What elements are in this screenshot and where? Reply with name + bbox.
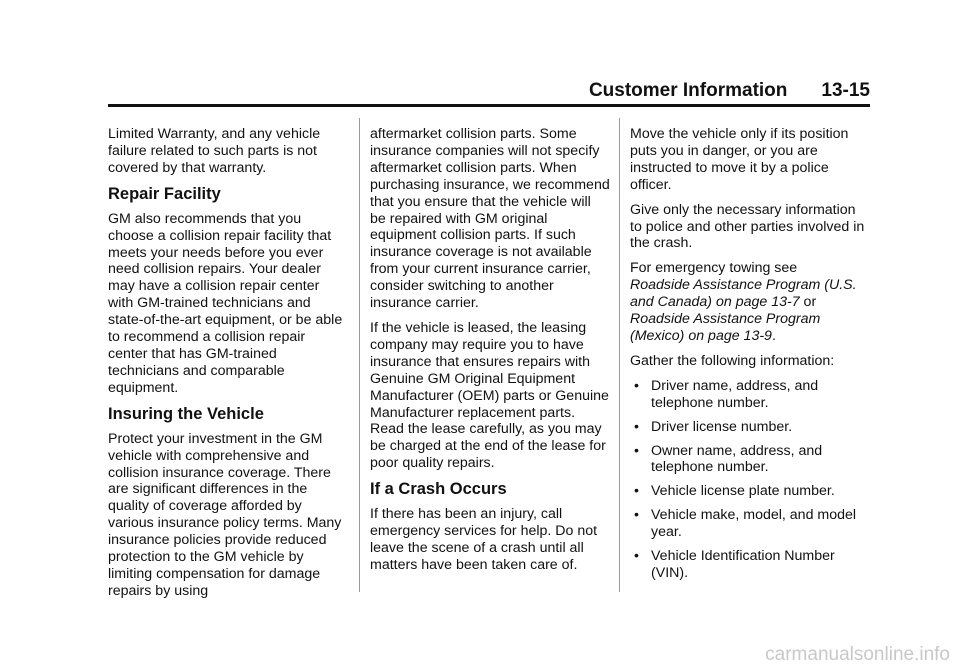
paragraph: aftermarket collision parts. Some insurance companies will not specify aftermarket collision parts. When purchasing insurance, we recommend that you ensure that the vehicle will be repaired with GM original equipment collision parts. If such insurance coverage is not available from your current insurance carrier, consider switching to another insurance carrier. bbox=[370, 126, 610, 312]
column-divider bbox=[359, 118, 360, 592]
bullet-icon: • bbox=[634, 548, 639, 565]
paragraph: Gather the following information: bbox=[630, 352, 835, 369]
list-item bbox=[630, 483, 870, 500]
paragraph: Give only the necessary information to police and other parties involved in the crash. bbox=[630, 201, 865, 252]
bullet-icon: • bbox=[634, 418, 639, 435]
column-2 bbox=[370, 126, 610, 582]
paragraph: If the vehicle is leased, the leasing company may require you to have insurance that ensures repairs with Genuine GM Original Equipment Manufacturer (OEM) parts or Genuine Manufacturer replacement parts. Read the lease carefully, as you may be charged at the end of the lease for poor quality repairs. bbox=[370, 319, 609, 472]
list-item-text: Vehicle license plate number. bbox=[651, 483, 835, 500]
column-3 bbox=[630, 126, 870, 589]
heading-insuring-vehicle: Insuring the Vehicle bbox=[108, 404, 264, 423]
watermark: carmanualsonline.info bbox=[765, 644, 950, 665]
heading-crash-occurs: If a Crash Occurs bbox=[370, 480, 507, 499]
cross-reference-link[interactable]: Roadside Assistance Program (U.S. and Canada) on page 13-7 bbox=[630, 277, 857, 311]
list-item bbox=[630, 507, 870, 541]
section-title: Customer Information bbox=[588, 80, 788, 101]
list-item-text: Owner name, address, and telephone number. bbox=[651, 442, 823, 476]
list-item-text: Driver name, address, and telephone number. bbox=[651, 377, 819, 411]
paragraph: Limited Warranty, and any vehicle failure related to such parts is not covered by that warranty. bbox=[108, 126, 321, 176]
bullet-icon: • bbox=[634, 377, 639, 394]
list-item-text: Driver license number. bbox=[651, 418, 793, 435]
list-item bbox=[630, 548, 870, 582]
period: . bbox=[771, 327, 776, 344]
list-item bbox=[630, 443, 870, 477]
heading-repair-facility: Repair Facility bbox=[108, 184, 221, 203]
list-item bbox=[630, 419, 870, 436]
paragraph: GM also recommends that you choose a collision repair facility that meets your needs before you ever need collision repairs. Your dealer may have a collision repair center with GM-trained technicians and state-of-the-art equipment, or be able to recommend a collision repair center that has GM-trained technicians and comparable equipment. bbox=[108, 210, 343, 396]
column-divider bbox=[619, 118, 620, 592]
column-1 bbox=[108, 126, 348, 608]
bullet-icon: • bbox=[634, 483, 639, 500]
paragraph: Protect your investment in the GM vehicle with comprehensive and collision insurance coverage. There are significant differences in the quality of coverage afforded by various insurance policy terms. Many insurance policies provide reduced protection to the GM vehicle by limiting compensation for damage repairs by using bbox=[108, 430, 342, 599]
cross-reference-link[interactable]: Roadside Assistance Program (Mexico) on page 13-9 bbox=[630, 311, 821, 344]
info-list bbox=[630, 378, 870, 582]
bullet-icon: • bbox=[634, 442, 639, 459]
page-number: 13-15 bbox=[821, 80, 870, 101]
connector-text: or bbox=[799, 294, 817, 311]
paragraph: Move the vehicle only if its position puts you in danger, or you are instructed to move it by a police officer. bbox=[630, 126, 849, 193]
list-item-text: Vehicle Identification Number (VIN). bbox=[651, 548, 835, 581]
list-item bbox=[630, 378, 870, 412]
towing-paragraph bbox=[630, 260, 870, 345]
paragraph: If there has been an injury, call emergency services for help. Do not leave the scene of a crash until all matters have been taken care of. bbox=[370, 506, 598, 573]
bullet-icon: • bbox=[634, 507, 639, 524]
list-item-text: Vehicle make, model, and model year. bbox=[651, 507, 857, 541]
page-header bbox=[108, 78, 870, 107]
towing-intro: For emergency towing see bbox=[630, 260, 798, 277]
